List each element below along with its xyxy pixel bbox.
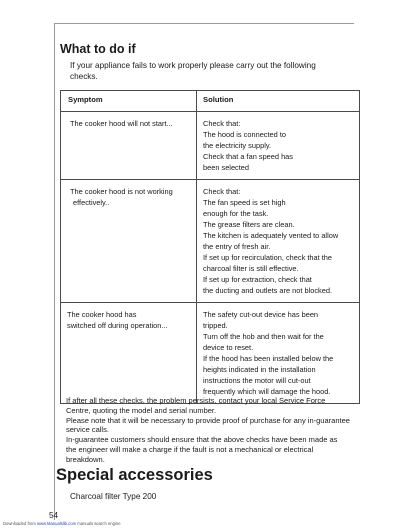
table-row [61,303,360,404]
cell-line: Check that: [203,119,241,128]
paragraph-line: In-guarantee customers should ensure that the above checks have been made as [66,435,338,445]
table-row [61,112,360,180]
cell-line: If the hood has been installed below the [203,354,334,363]
special-accessories-heading: Special accessories [56,466,213,484]
cell-line: The grease filters are clean. [203,220,295,229]
top-rule [54,23,354,24]
symptom-cell [61,112,197,180]
download-footer [3,521,121,526]
solution-cell [197,180,360,303]
cell-line: charcoal filter is still effective. [203,264,299,273]
intro-paragraph [70,60,360,82]
section-heading: What to do if [60,42,136,56]
footer-suffix: manuals search engine [76,521,121,526]
solution-cell [197,112,360,180]
cell-line: Check that: [203,187,241,196]
cell-line: The fan speed is set high [203,198,286,207]
intro-line: checks. [70,72,98,81]
table-row [61,180,360,303]
footer-link[interactable]: www.Manualslib.com [36,521,77,526]
symptom-column-header: Symptom [61,91,197,112]
page-number: 54 [49,511,59,520]
symptom-cell [61,180,197,303]
cell-line: switched off during operation... [67,321,168,330]
accessory-item: Charcoal filter Type 200 [70,492,157,501]
cell-line: The hood is connected to [203,130,286,139]
paragraph-line: service calls. [66,425,109,435]
solution-column-header: Solution [197,91,360,112]
cell-line: effectively.. [73,198,110,207]
troubleshooting-table [60,90,360,404]
cell-line: enough for the task. [203,209,269,218]
cell-line: The cooker hood has [67,310,137,319]
table-header-row [61,91,360,112]
cell-line: If set up for recirculation, check that the [203,253,332,262]
paragraph-line: the engineer will make a charge if the fault is not a mechanical or electrical [66,444,314,454]
cell-line: Check that a fan speed has [203,152,293,161]
paragraph-line: Centre, quoting the model and serial number. [66,405,217,415]
intro-line: If your appliance fails to work properly please carry out the following [70,61,316,70]
cell-line: The cooker hood is not working [70,187,173,196]
left-margin-rule [54,23,55,520]
cell-line: the ducting and outlets are not blocked. [203,286,333,295]
after-checks-paragraph [66,396,362,465]
footer-prefix: Downloaded from [3,521,37,526]
cell-line: frequently which will damage the hood. [203,387,331,396]
paragraph-line: breakdown. [66,454,105,464]
cell-line: The kitchen is adequately vented to allow [203,231,339,240]
cell-line: If set up for extraction, check that [203,275,312,284]
cell-line: device to reset. [203,343,254,352]
cell-line: heights indicated in the installation [203,365,316,374]
paragraph-line: If after all these checks, the problem persists, contact your local Service Force [66,396,326,405]
cell-line: been selected [203,163,250,172]
cell-line: The cooker hood will not start... [70,119,173,128]
cell-line: Turn off the hob and then wait for the [203,332,324,341]
cell-line: tripped. [203,321,228,330]
solution-cell [197,303,360,404]
cell-line: the entry of fresh air. [203,242,271,251]
cell-line: instructions the motor will cut-out [203,376,311,385]
cell-line: The safety cut-out device has been [203,310,319,319]
symptom-cell [61,303,197,404]
cell-line: the electricity supply. [203,141,272,150]
paragraph-line: Please note that it will be necessary to provide proof of purchase for any in-guarantee [66,415,350,425]
